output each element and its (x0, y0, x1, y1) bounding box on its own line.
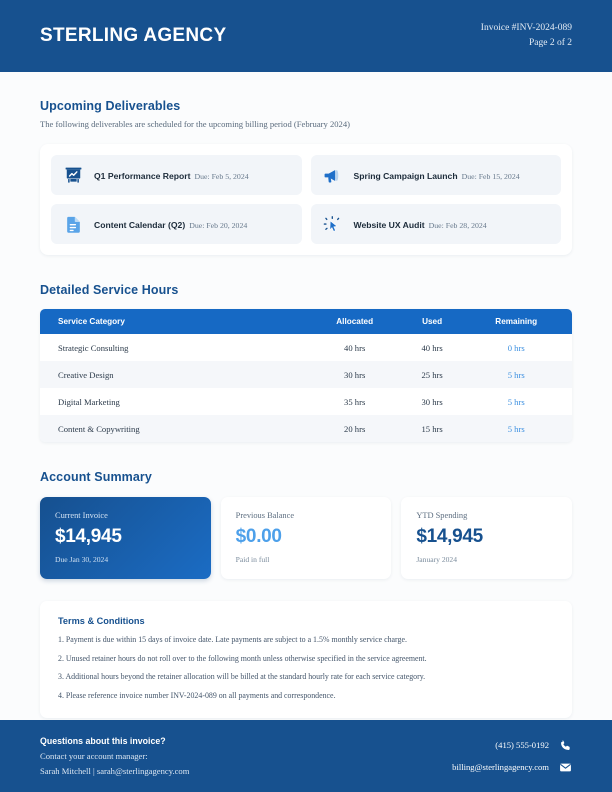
terms-card (40, 601, 572, 718)
summary-card-note: Paid in full (235, 555, 270, 564)
deliverable-item[interactable] (51, 204, 302, 244)
footer-contact-person[interactable]: Sarah Mitchell | sarah@sterlingagency.com (40, 766, 190, 776)
summary-card-previous-balance (221, 497, 392, 579)
page-footer (0, 720, 612, 792)
megaphone-icon (323, 165, 343, 185)
cell-category: Creative Design (40, 361, 306, 388)
footer-contact-block (40, 736, 189, 776)
service-hours-section (0, 283, 612, 442)
footer-email-address: billing@sterlingagency.com (452, 762, 549, 772)
deliverable-name: Q1 Performance Report (94, 171, 191, 181)
deliverable-item[interactable] (311, 155, 562, 195)
invoice-meta (481, 21, 572, 50)
summary-card-value: $14,945 (416, 526, 483, 547)
presentation-chart-icon (63, 165, 83, 185)
summary-card-ytd-spending (401, 497, 572, 579)
footer-contact-label: Contact your account manager: (40, 751, 148, 761)
terms-item: 3. Additional hours beyond the retainer allocation will be billed at the standard hourly rate for each service category. (58, 672, 426, 682)
table-row (40, 334, 572, 361)
cell-used: 30 hrs (404, 388, 461, 415)
deliverable-item[interactable] (311, 204, 562, 244)
terms-item: 2. Unused retainer hours do not roll over to the following month unless otherwise specified in the service agreement. (58, 653, 427, 663)
deliverables-subtitle: The following deliverables are scheduled for the upcoming billing period (February 2024) (40, 119, 351, 129)
deliverables-title: Upcoming Deliverables (40, 99, 181, 113)
company-brand-title: STERLING AGENCY (40, 25, 227, 46)
account-summary-section (0, 470, 612, 579)
page-header (0, 0, 612, 72)
summary-card-note: Due Jan 30, 2024 (55, 555, 109, 564)
summary-card-value: $0.00 (235, 526, 282, 547)
cursor-click-icon (323, 214, 343, 234)
table-header-row (40, 309, 572, 334)
service-hours-title: Detailed Service Hours (40, 283, 179, 297)
table-row (40, 388, 572, 415)
deliverable-name: Website UX Audit (353, 220, 425, 230)
cell-category: Strategic Consulting (40, 334, 306, 361)
footer-phone-number: (415) 555-0192 (495, 740, 549, 750)
terms-section (0, 601, 612, 718)
cell-allocated: 35 hrs (306, 388, 404, 415)
footer-email-row[interactable] (452, 760, 572, 774)
footer-question: Questions about this invoice? (40, 736, 166, 746)
page-number: Page 2 of 2 (528, 38, 572, 48)
cell-used: 25 hrs (404, 361, 461, 388)
cell-category: Content & Copywriting (40, 415, 306, 442)
summary-card-label: Previous Balance (235, 511, 295, 520)
summary-cards-grid (40, 497, 572, 579)
column-header-used: Used (404, 309, 461, 334)
summary-card-label: Current Invoice (55, 511, 108, 520)
document-icon (63, 214, 83, 234)
column-header-remaining: Remaining (460, 309, 572, 334)
account-summary-title: Account Summary (40, 470, 152, 484)
invoice-number: Invoice #INV-2024-089 (480, 23, 572, 34)
deliverable-due-date: Due: Feb 20, 2024 (189, 221, 248, 230)
cell-remaining: 0 hrs (460, 334, 572, 361)
deliverable-due-date: Due: Feb 28, 2024 (428, 221, 487, 230)
terms-list (58, 635, 554, 702)
deliverable-item[interactable] (51, 155, 302, 195)
table-row (40, 361, 572, 388)
phone-icon (558, 738, 572, 752)
envelope-icon (558, 760, 572, 774)
summary-card-value: $14,945 (55, 526, 122, 547)
cell-remaining: 5 hrs (460, 388, 572, 415)
cell-allocated: 30 hrs (306, 361, 404, 388)
deliverable-name: Spring Campaign Launch (353, 171, 458, 181)
summary-card-label: YTD Spending (416, 511, 468, 520)
service-hours-table (40, 309, 572, 442)
terms-title: Terms & Conditions (58, 616, 145, 626)
summary-card-current-invoice (40, 497, 211, 579)
column-header-category: Service Category (40, 309, 306, 334)
cell-used: 15 hrs (404, 415, 461, 442)
cell-remaining: 5 hrs (460, 361, 572, 388)
footer-channels (452, 738, 572, 774)
cell-allocated: 20 hrs (306, 415, 404, 442)
terms-item: 4. Please reference invoice number INV-2024-089 on all payments and correspondence. (58, 691, 336, 701)
column-header-allocated: Allocated (306, 309, 404, 334)
cell-remaining: 5 hrs (460, 415, 572, 442)
table-row (40, 415, 572, 442)
deliverables-card (40, 144, 572, 255)
cell-allocated: 40 hrs (306, 334, 404, 361)
terms-item: 1. Payment is due within 15 days of invoice date. Late payments are subject to a 1.5% monthly service charge. (58, 635, 407, 644)
cell-used: 40 hrs (404, 334, 461, 361)
summary-card-note: January 2024 (416, 555, 458, 564)
deliverable-due-date: Due: Feb 15, 2024 (461, 172, 520, 181)
footer-phone-row[interactable] (495, 738, 572, 752)
deliverable-due-date: Due: Feb 5, 2024 (194, 172, 249, 181)
cell-category: Digital Marketing (40, 388, 306, 415)
deliverable-name: Content Calendar (Q2) (94, 220, 186, 230)
upcoming-deliverables-section (0, 99, 612, 255)
